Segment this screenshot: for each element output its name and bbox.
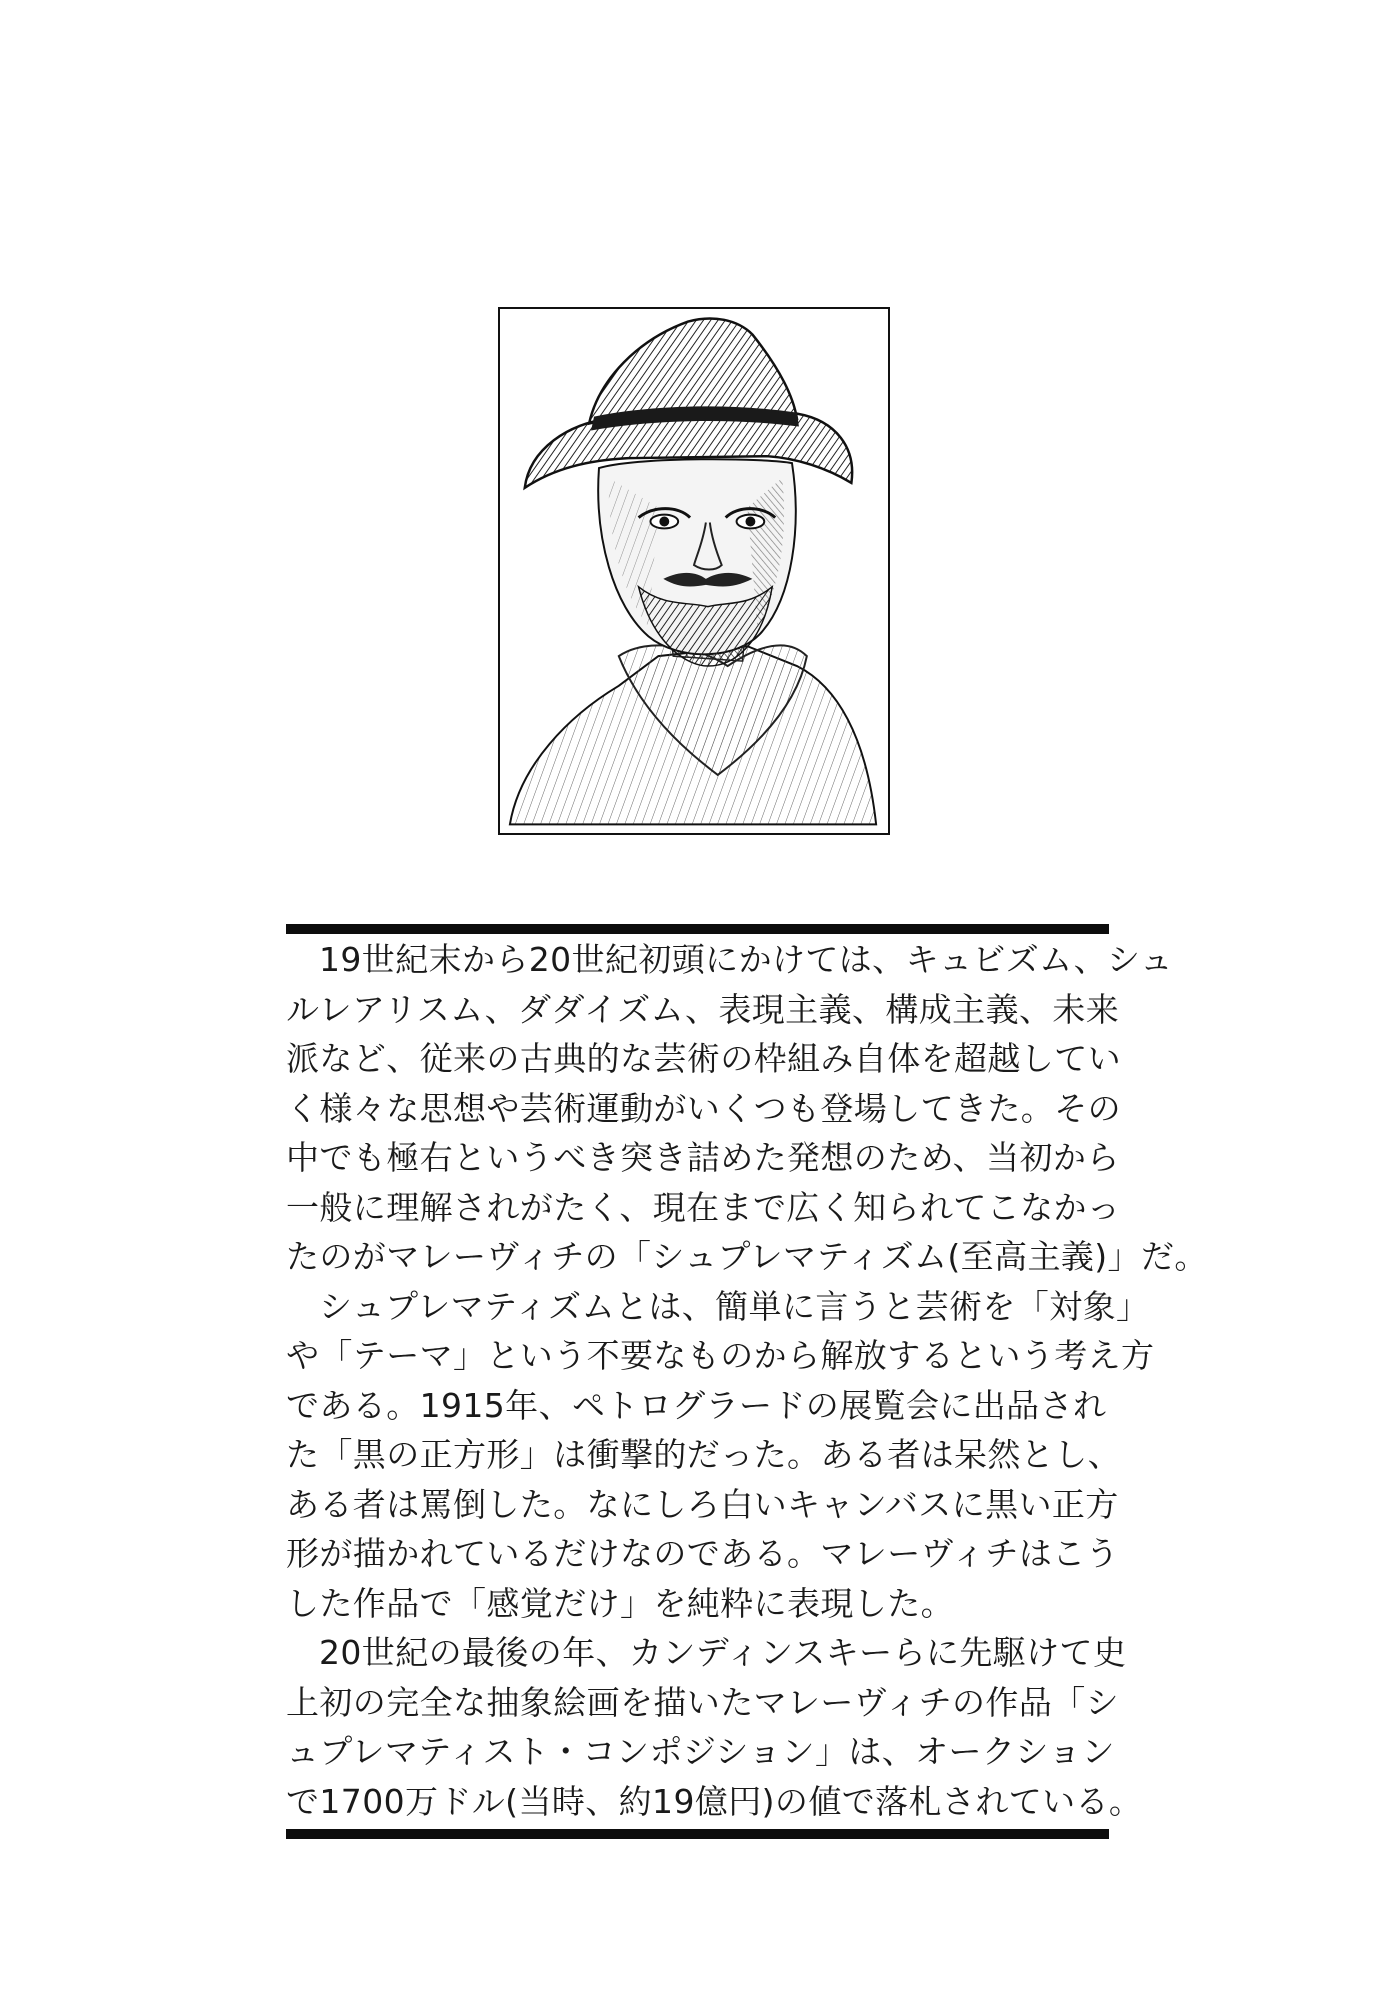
text-line: たのがマレーヴィチの「シュプレマティズム(至高主義)」だ。 bbox=[286, 1237, 1208, 1276]
text-line: ュプレマティスト・コンポジション」は、オークション bbox=[286, 1732, 1115, 1771]
paragraph-2 bbox=[286, 1282, 1155, 1629]
portrait-illustration bbox=[498, 307, 890, 835]
paragraph-1 bbox=[286, 935, 1208, 1282]
text-line: 20世紀の最後の年、カンディンスキーらに先駆けて史 bbox=[319, 1633, 1127, 1672]
text-line: 一般に理解されがたく、現在まで広く知られてこなかっ bbox=[286, 1187, 1121, 1227]
paragraph-3 bbox=[286, 1628, 1143, 1826]
text-line: た「黒の正方形」は衝撃的だった。ある者は呆然とし、 bbox=[286, 1435, 1121, 1474]
top-rule bbox=[286, 924, 1109, 934]
text-line: や「テーマ」という不要なものから解放するという考え方 bbox=[286, 1336, 1155, 1375]
article-body bbox=[286, 935, 1208, 1826]
text-line: した作品で「感覚だけ」を純粋に表現した。 bbox=[286, 1583, 954, 1623]
text-line: で1700万ドル(当時、約19億円)の値で落札されている。 bbox=[286, 1781, 1143, 1821]
bottom-rule bbox=[286, 1829, 1109, 1839]
text-line: 上初の完全な抽象絵画を描いたマレーヴィチの作品「シ bbox=[286, 1682, 1120, 1722]
text-line: く様々な思想や芸術運動がいくつも登場してきた。その bbox=[286, 1088, 1121, 1128]
text-line: シュプレマティズムとは、簡単に言うと芸術を「対象」 bbox=[319, 1286, 1150, 1326]
text-line: 派など、従来の古典的な芸術の枠組み自体を超越してい bbox=[286, 1039, 1121, 1078]
text-line: 19世紀末から20世紀初頭にかけては、キュビズム、シュ bbox=[319, 940, 1174, 979]
text-line: である。1915年、ペトログラードの展覧会に出品され bbox=[286, 1385, 1107, 1425]
portrait-sketch-icon bbox=[500, 309, 888, 833]
text-line: ある者は罵倒した。なにしろ白いキャンバスに黒い正方 bbox=[286, 1484, 1119, 1524]
text-line: ルレアリスム、ダダイズム、表現主義、構成主義、未来 bbox=[286, 989, 1120, 1029]
text-line: 形が描かれているだけなのである。マレーヴィチはこう bbox=[286, 1534, 1120, 1573]
text-line: 中でも極右というべき突き詰めた発想のため、当初から bbox=[286, 1138, 1120, 1177]
